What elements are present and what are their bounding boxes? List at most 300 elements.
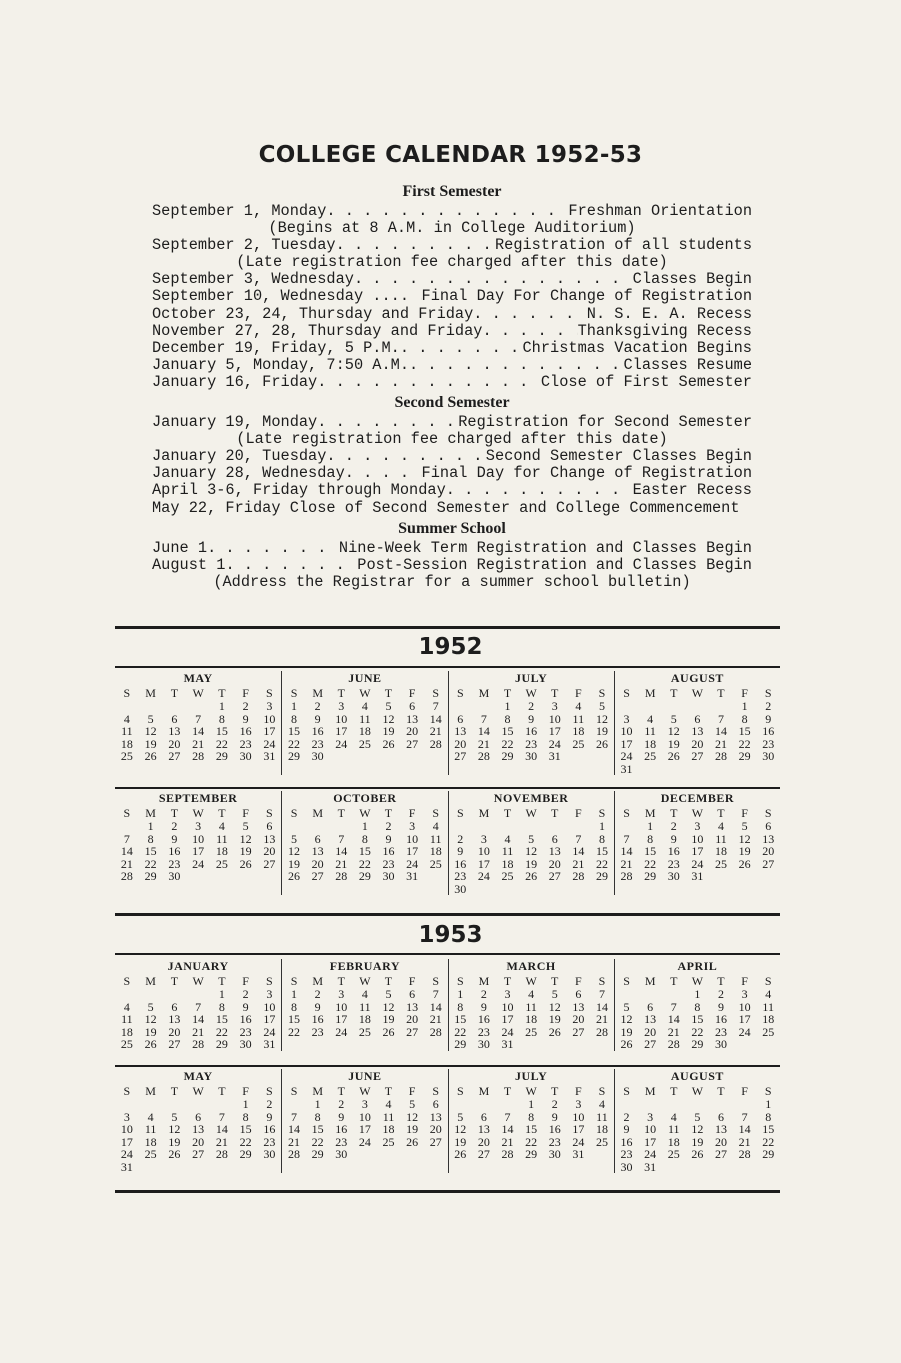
day-cell: 13 — [406, 999, 419, 1014]
schedule-entry — [152, 414, 752, 431]
day-cell: 17 — [192, 844, 205, 858]
day-cell: 24 — [335, 1024, 348, 1039]
month-name: MAY — [183, 671, 213, 685]
day-cell: 10 — [572, 1109, 585, 1124]
day-cell: 15 — [762, 1122, 775, 1136]
day-cell: 6 — [694, 711, 701, 726]
entry-date: January 16, Friday — [152, 373, 318, 391]
weekday-label: T — [384, 686, 393, 700]
day-cell: 11 — [572, 711, 585, 726]
day-cell: 24 — [738, 1024, 751, 1039]
day-cell: 6 — [551, 831, 558, 846]
day-cell: 3 — [741, 987, 748, 1001]
day-cell: 27 — [762, 856, 775, 871]
day-cell: 10 — [501, 999, 514, 1014]
schedule-note: (Late registration fee charged after this date) — [236, 253, 668, 272]
day-cell: 19 — [667, 736, 680, 751]
day-cell: 15 — [311, 1122, 324, 1136]
day-cell: 18 — [215, 844, 228, 858]
day-cell: 25 — [120, 1037, 133, 1051]
day-cell: 21 — [335, 856, 348, 871]
day-cell: 16 — [311, 1012, 324, 1026]
weekday-label: T — [384, 974, 393, 988]
day-cell: 14 — [192, 1012, 205, 1026]
day-cell: 19 — [595, 724, 608, 738]
empty-cell — [662, 988, 686, 1001]
weekday-label: M — [312, 974, 323, 988]
day-cell: 10 — [548, 711, 561, 726]
first-semester-heading: First Semester — [402, 183, 502, 200]
weekday-label: F — [574, 686, 582, 700]
day-cell: 2 — [242, 987, 249, 1001]
day-cell: 13 — [454, 724, 467, 738]
day-cell: 2 — [480, 987, 487, 1001]
day-cell: 23 — [548, 1134, 561, 1149]
day-cell: 25 — [144, 1147, 157, 1161]
day-cell: 21 — [501, 1134, 514, 1149]
entry-event: Final Day for Change of Registration — [421, 465, 752, 483]
day-cell: 27 — [691, 749, 704, 763]
day-cell: 19 — [691, 1134, 704, 1149]
day-cell: 27 — [572, 1024, 585, 1039]
day-cell: 8 — [218, 999, 225, 1014]
weekday-label: T — [503, 686, 512, 700]
day-cell: 5 — [291, 831, 298, 846]
weekday-label: W — [691, 1084, 704, 1098]
schedule-note: (Begins at 8 A.M. in College Auditorium) — [268, 219, 636, 238]
empty-cell — [686, 700, 710, 713]
day-cell: 30 — [525, 749, 538, 763]
day-cell: 12 — [620, 1012, 633, 1026]
day-cell: 11 — [762, 999, 774, 1014]
day-cell: 26 — [406, 1134, 419, 1149]
weekday-label: W — [691, 686, 704, 700]
weekday-label: S — [266, 974, 273, 988]
day-cell: 27 — [311, 869, 324, 883]
day-cell: 25 — [667, 1147, 680, 1161]
day-cell: 2 — [385, 819, 392, 833]
day-cell: 24 — [263, 736, 276, 751]
day-cell: 8 — [528, 1109, 535, 1124]
day-cell: 20 — [429, 1122, 442, 1136]
day-cell: 24 — [620, 749, 633, 763]
day-cell: 18 — [644, 736, 657, 751]
weekday-label: F — [242, 974, 249, 988]
day-cell: 17 — [406, 844, 419, 858]
weekday-label: W — [525, 974, 537, 988]
day-cell: 29 — [525, 1147, 538, 1161]
year-label-1953: 1953 — [418, 922, 483, 948]
entry-event: Final Day For Change of Registration — [421, 288, 752, 306]
weekday-label: M — [312, 1084, 323, 1098]
day-cell: 3 — [647, 1109, 654, 1124]
dot-leader — [326, 203, 568, 220]
empty-cell — [519, 820, 543, 833]
day-cell: 1 — [741, 699, 748, 713]
day-cell: 31 — [644, 1159, 657, 1174]
day-cell: 25 — [762, 1024, 775, 1039]
day-cell: 6 — [314, 831, 321, 846]
month-may-1952 — [115, 671, 281, 775]
empty-cell — [210, 1098, 234, 1111]
month-november-1952 — [448, 791, 614, 895]
schedule-entry — [152, 271, 752, 288]
entry-date: December 19, Friday, 5 P.M. — [152, 339, 400, 357]
day-cell: 13 — [644, 1012, 657, 1026]
day-cell: 1 — [504, 699, 511, 713]
day-cell: 16 — [620, 1134, 633, 1149]
weekday-label: M — [644, 974, 656, 988]
day-cell: 26 — [144, 749, 157, 763]
month-name: DECEMBER — [660, 791, 735, 805]
entry-date: September 10, Wednesday ... — [152, 288, 400, 306]
day-cell: 18 — [429, 844, 442, 858]
entry-event: Christmas Vacation Begins — [522, 339, 752, 357]
day-cell: 27 — [263, 856, 276, 871]
day-cell: 15 — [288, 1012, 301, 1026]
dot-leader — [345, 465, 422, 482]
weekday-label: T — [717, 686, 725, 700]
day-cell: 24 — [572, 1134, 585, 1149]
day-cell: 29 — [595, 869, 608, 883]
weekday-label: S — [764, 974, 772, 988]
weekday-label: S — [123, 1084, 131, 1098]
month-row — [115, 1069, 780, 1173]
day-cell: 31 — [263, 1037, 276, 1051]
day-cell: 17 — [120, 1134, 133, 1149]
day-cell: 17 — [335, 1012, 348, 1026]
day-cell: 20 — [644, 1024, 657, 1039]
weekday-label: T — [670, 806, 678, 820]
day-cell: 22 — [288, 736, 301, 751]
weekday-label: M — [644, 686, 656, 700]
empty-cell — [139, 700, 163, 713]
entry-date: October 23, 24, Thursday and Friday — [152, 305, 474, 323]
month-name: NOVEMBER — [493, 791, 569, 805]
day-cell: 2 — [266, 1097, 273, 1111]
day-cell: 3 — [409, 819, 416, 833]
month-grid — [282, 1084, 447, 1161]
weekday-label: F — [574, 806, 582, 820]
month-grid — [449, 974, 614, 1051]
day-cell: 26 — [382, 1024, 395, 1039]
month-august-1953 — [614, 1069, 780, 1173]
day-cell: 23 — [762, 736, 775, 751]
day-cell: 17 — [263, 724, 276, 738]
day-cell: 31 — [620, 761, 633, 776]
day-cell: 26 — [525, 869, 538, 883]
day-cell: 21 — [738, 1134, 751, 1149]
dot-leader — [326, 448, 485, 465]
day-cell: 22 — [215, 1024, 228, 1039]
empty-cell — [686, 1098, 710, 1111]
empty-cell — [449, 820, 473, 833]
day-cell: 21 — [192, 736, 205, 751]
day-cell: 16 — [714, 1012, 727, 1026]
weekday-label: T — [551, 1084, 559, 1098]
dot-leader — [354, 271, 633, 288]
day-cell: 1 — [765, 1097, 772, 1111]
schedule-entry — [152, 557, 752, 574]
schedule-entry — [152, 374, 752, 391]
day-cell: 11 — [144, 1122, 157, 1136]
day-cell: 28 — [288, 1147, 301, 1161]
day-cell: 14 — [738, 1122, 751, 1136]
day-cell: 12 — [382, 711, 395, 726]
day-cell: 20 — [714, 1134, 727, 1149]
weekday-label: M — [644, 806, 656, 820]
day-cell: 20 — [168, 736, 181, 751]
empty-cell — [163, 988, 187, 1001]
second-semester-section — [152, 391, 752, 517]
day-cell: 25 — [572, 736, 585, 751]
day-cell: 8 — [242, 1109, 249, 1124]
day-cell: 10 — [738, 999, 751, 1014]
day-cell: 14 — [501, 1122, 514, 1136]
month-name: JUNE — [348, 1069, 382, 1083]
empty-cell — [709, 1098, 733, 1111]
weekday-label: W — [359, 1084, 371, 1098]
weekday-label: T — [218, 806, 226, 820]
day-cell: 4 — [218, 819, 225, 833]
year-label-1952: 1952 — [418, 634, 483, 660]
weekday-label: M — [312, 806, 323, 820]
dot-leader — [225, 557, 357, 574]
day-cell: 20 — [477, 1134, 490, 1149]
weekday-label: T — [337, 686, 345, 700]
dot-leader — [409, 357, 623, 374]
day-cell: 13 — [192, 1122, 205, 1136]
day-cell: 14 — [667, 1012, 680, 1026]
day-cell: 21 — [192, 1024, 205, 1039]
day-cell: 21 — [595, 1012, 608, 1026]
day-cell: 7 — [623, 831, 630, 846]
day-cell: 8 — [694, 999, 701, 1014]
day-cell: 26 — [382, 736, 395, 751]
weekday-label: M — [145, 806, 156, 820]
day-cell: 29 — [738, 749, 751, 763]
day-cell: 15 — [525, 1122, 538, 1136]
day-cell: 28 — [192, 1037, 205, 1051]
entry-date: August 1 — [152, 556, 226, 574]
day-cell: 14 — [714, 724, 727, 738]
empty-cell — [115, 1098, 139, 1111]
day-cell: 16 — [382, 844, 395, 858]
day-cell: 18 — [382, 1122, 395, 1136]
day-cell: 27 — [192, 1147, 205, 1161]
weekday-label: M — [478, 974, 490, 988]
day-cell: 4 — [147, 1109, 154, 1124]
day-cell: 17 — [644, 1134, 657, 1149]
empty-cell — [139, 1098, 163, 1111]
day-cell: 18 — [358, 724, 371, 738]
empty-cell — [662, 1098, 686, 1111]
day-cell: 9 — [551, 1109, 558, 1124]
day-cell: 31 — [572, 1147, 585, 1161]
day-cell: 22 — [644, 856, 657, 871]
day-cell: 24 — [501, 1024, 514, 1039]
day-cell: 21 — [429, 1012, 442, 1026]
empty-cell — [306, 820, 330, 833]
day-cell: 2 — [765, 699, 772, 713]
entry-event: Second Semester Classes Begin — [485, 448, 752, 466]
day-cell: 9 — [314, 999, 321, 1014]
year-rule-thin — [115, 666, 780, 668]
day-cell: 14 — [192, 724, 205, 738]
day-cell: 10 — [691, 831, 704, 846]
day-cell: 24 — [358, 1134, 371, 1149]
day-cell: 25 — [525, 1024, 538, 1039]
entry-event: Freshman Orientation — [568, 203, 752, 220]
day-cell: 22 — [288, 1024, 301, 1039]
weekday-label: T — [170, 1084, 179, 1098]
weekday-label: T — [551, 686, 559, 700]
day-cell: 17 — [620, 736, 633, 751]
day-cell: 21 — [620, 856, 633, 871]
day-cell: 18 — [525, 1012, 538, 1026]
day-cell: 16 — [168, 844, 181, 858]
day-cell: 30 — [620, 1159, 633, 1174]
month-july-1952 — [448, 671, 614, 775]
day-cell: 14 — [215, 1122, 228, 1136]
day-cell: 31 — [548, 749, 561, 763]
day-cell: 9 — [266, 1109, 273, 1124]
day-cell: 26 — [548, 1024, 561, 1039]
weekday-label: F — [741, 686, 748, 700]
day-cell: 30 — [454, 881, 467, 896]
day-cell: 23 — [382, 856, 395, 871]
day-cell: 20 — [192, 1134, 205, 1149]
day-cell: 21 — [215, 1134, 228, 1149]
day-cell: 31 — [691, 869, 704, 883]
day-cell: 24 — [120, 1147, 133, 1161]
day-cell: 23 — [525, 736, 538, 751]
weekday-label: S — [290, 1084, 298, 1098]
day-cell: 12 — [525, 844, 538, 858]
day-cell: 21 — [429, 724, 442, 738]
day-cell: 31 — [120, 1159, 133, 1174]
day-cell: 10 — [477, 844, 490, 858]
day-cell: 9 — [717, 999, 724, 1014]
day-cell: 30 — [477, 1037, 490, 1051]
entry-event: Registration of all students — [494, 237, 752, 255]
day-cell: 9 — [623, 1122, 630, 1136]
day-cell: 29 — [239, 1147, 252, 1161]
day-cell: 19 — [144, 1024, 157, 1039]
day-cell: 24 — [335, 736, 348, 751]
day-cell: 15 — [239, 1122, 252, 1136]
day-cell: 5 — [457, 1109, 464, 1124]
empty-cell — [282, 1098, 306, 1111]
weekday-label: S — [598, 1084, 606, 1098]
day-cell: 28 — [429, 1024, 442, 1039]
day-cell: 9 — [314, 711, 321, 726]
day-cell: 9 — [670, 831, 677, 846]
day-cell: 28 — [714, 749, 727, 763]
weekday-label: S — [290, 974, 298, 988]
day-cell: 16 — [335, 1122, 348, 1136]
schedule-entry — [152, 465, 752, 482]
day-cell: 29 — [762, 1147, 775, 1161]
month-name: JULY — [515, 1069, 548, 1083]
day-cell: 30 — [382, 869, 395, 883]
day-cell: 23 — [168, 856, 181, 871]
empty-cell — [662, 700, 686, 713]
day-cell: 28 — [429, 736, 442, 751]
dot-leader — [482, 323, 577, 340]
weekday-label: S — [623, 686, 630, 700]
weekday-label: S — [266, 686, 273, 700]
day-cell: 1 — [218, 987, 225, 1001]
weekday-label: T — [218, 686, 226, 700]
year-rule — [115, 913, 780, 916]
day-cell: 27 — [429, 1134, 442, 1149]
day-cell: 6 — [266, 819, 273, 833]
day-cell: 2 — [338, 1097, 345, 1111]
day-cell: 6 — [457, 711, 464, 726]
day-cell: 12 — [144, 1012, 157, 1026]
month-grid — [615, 806, 780, 883]
day-cell: 7 — [338, 831, 345, 846]
day-cell: 22 — [239, 1134, 252, 1149]
empty-cell — [472, 1098, 496, 1111]
day-cell: 15 — [215, 1012, 228, 1026]
day-cell: 20 — [548, 856, 561, 871]
day-cell: 21 — [714, 736, 727, 751]
day-cell: 17 — [572, 1122, 585, 1136]
day-cell: 29 — [644, 869, 657, 883]
empty-cell — [496, 1098, 520, 1111]
weekday-label: S — [290, 686, 298, 700]
weekday-label: F — [408, 686, 416, 700]
day-cell: 2 — [314, 699, 321, 713]
empty-cell — [638, 988, 662, 1001]
day-cell: 25 — [358, 736, 371, 751]
day-cell: 12 — [738, 831, 751, 846]
weekday-label: T — [717, 1084, 725, 1098]
day-cell: 6 — [575, 987, 582, 1001]
day-cell: 2 — [717, 987, 724, 1001]
day-cell: 5 — [598, 699, 605, 713]
day-cell: 4 — [385, 1097, 392, 1111]
day-cell: 13 — [406, 711, 419, 726]
day-cell: 28 — [192, 749, 205, 763]
weekday-label: S — [623, 806, 630, 820]
empty-cell — [329, 820, 353, 833]
day-cell: 18 — [120, 736, 133, 751]
day-cell: 12 — [239, 831, 252, 846]
day-cell: 29 — [358, 869, 371, 883]
weekday-label: S — [598, 806, 606, 820]
day-cell: 8 — [147, 831, 154, 846]
day-cell: 7 — [195, 999, 202, 1014]
day-cell: 3 — [195, 819, 202, 833]
day-cell: 18 — [144, 1134, 157, 1149]
day-cell: 2 — [528, 699, 535, 713]
month-grid — [615, 1084, 780, 1173]
day-cell: 10 — [644, 1122, 657, 1136]
day-cell: 11 — [429, 831, 442, 846]
day-cell: 19 — [144, 736, 157, 751]
day-cell: 4 — [123, 999, 130, 1014]
weekday-label: T — [384, 1084, 393, 1098]
weekday-label: T — [717, 806, 725, 820]
day-cell: 14 — [120, 844, 133, 858]
weekday-label: M — [478, 686, 490, 700]
day-cell: 11 — [525, 999, 537, 1014]
empty-cell — [115, 700, 139, 713]
day-cell: 7 — [480, 711, 487, 726]
